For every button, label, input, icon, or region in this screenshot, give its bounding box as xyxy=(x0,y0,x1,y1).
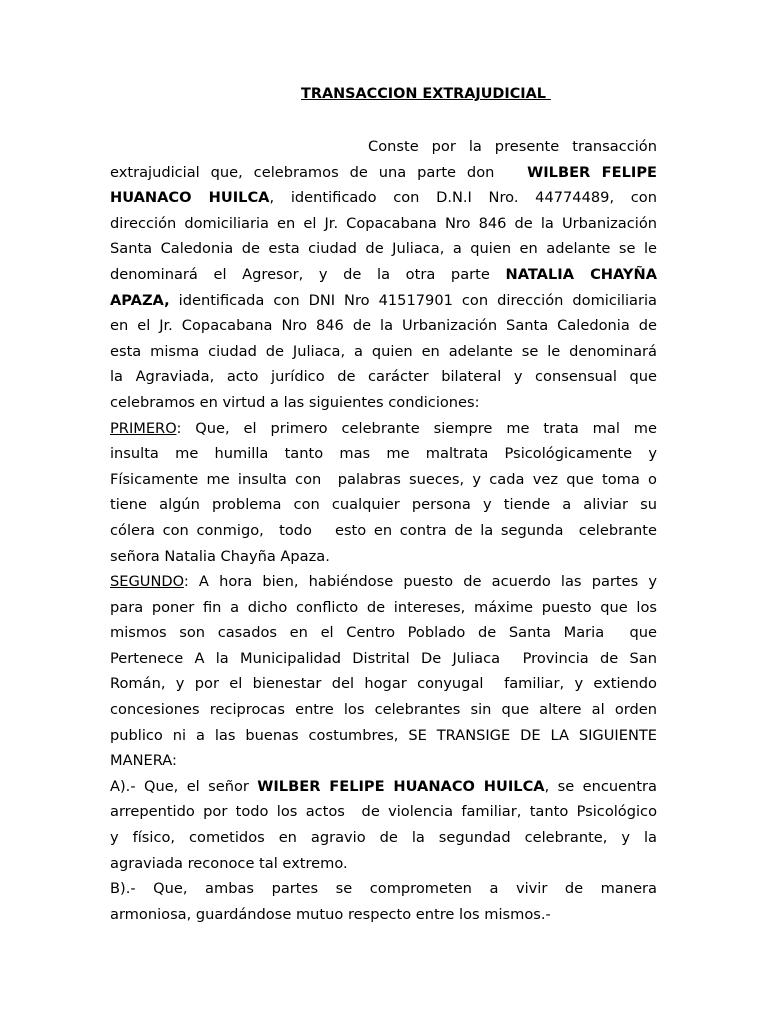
primero-line-2: insulta me humilla tanto mas me maltrata Psicológicamente y xyxy=(110,445,657,463)
party-two-name-part-1: NATALIA CHAYÑA xyxy=(505,265,657,283)
document-title: TRANSACCION EXTRAJUDICIAL xyxy=(301,86,551,102)
party-one-name-part-2: HUANACO HUILCA xyxy=(110,189,270,207)
intro-line-8: en el Jr. Copacabana Nro 846 de la Urbanización Santa Caledonia de xyxy=(110,317,657,335)
clause-a-line-1: A).- Que, el señor WILBER FELIPE HUANACO HUILCA, se encuentra xyxy=(110,777,657,795)
primero-line-5: cólera con conmigo, todo esto en contra de la segunda celebrante xyxy=(110,521,657,539)
primero-line-3: Físicamente me insulta con palabras sueces, y cada vez que toma o xyxy=(110,470,657,488)
intro-line-3: HUANACO HUILCA, identificado con D.N.I Nro. 44774489, con xyxy=(110,189,657,207)
intro-line-2: extrajudicial que, celebramos de una parte don WILBER FELIPE xyxy=(110,163,657,181)
segundo-line-8: MANERA: xyxy=(110,752,177,770)
segundo-line-1: SEGUNDO: A hora bien, habiéndose puesto de acuerdo las partes y xyxy=(110,573,657,591)
segundo-line-2: para poner fin a dicho conflicto de intereses, máxime puesto que los xyxy=(110,598,657,616)
clause-a-line-4: agraviada reconoce tal extremo. xyxy=(110,854,348,872)
clause-b-line-2: armoniosa, guardándose mutuo respecto entre los mismos.- xyxy=(110,905,551,923)
segundo-line-5: Román, y por el bienestar del hogar conyugal familiar, y extiendo xyxy=(110,675,657,693)
document-body xyxy=(110,134,657,927)
party-one-name-part-1: WILBER FELIPE xyxy=(527,163,657,181)
intro-line-4: dirección domiciliaria en el Jr. Copacabana Nro 846 de la Urbanización xyxy=(110,214,657,232)
clause-a-line-3: y físico, cometidos en agravio de la segundad celebrante, y la xyxy=(110,829,657,847)
primero-line-6: señora Natalia Chayña Apaza. xyxy=(110,547,330,565)
segundo-label: SEGUNDO xyxy=(110,573,184,591)
clause-b-line-1: B).- Que, ambas partes se comprometen a vivir de manera xyxy=(110,880,657,898)
intro-line-1: Conste por la presente transacción xyxy=(368,138,657,155)
segundo-line-4: Pertenece A la Municipalidad Distrital De Juliaca Provincia de San xyxy=(110,649,657,667)
primero-label: PRIMERO xyxy=(110,419,177,437)
clause-a-name: WILBER FELIPE HUANACO HUILCA xyxy=(257,777,545,795)
intro-line-6: denominará el Agresor, y de la otra parte NATALIA CHAYÑA xyxy=(110,265,657,283)
segundo-line-3: mismos son casados en el Centro Poblado de Santa Maria que xyxy=(110,624,657,642)
intro-line-10: la Agraviada, acto jurídico de carácter bilateral y consensual que xyxy=(110,368,657,386)
segundo-line-7: publico ni a las buenas costumbres, SE TRANSIGE DE LA SIGUIENTE xyxy=(110,726,657,744)
party-two-name-part-2: APAZA, xyxy=(110,291,170,309)
intro-line-7: APAZA, identificada con DNI Nro 41517901 con dirección domiciliaria xyxy=(110,291,657,309)
intro-line-5: Santa Caledonia de esta ciudad de Juliaca, a quien en adelante se le xyxy=(110,240,657,258)
primero-line-1: PRIMERO: Que, el primero celebrante siempre me trata mal me xyxy=(110,419,657,437)
clause-a-line-2: arrepentido por todo los actos de violencia familiar, tanto Psicológico xyxy=(110,803,657,821)
intro-line-9: esta misma ciudad de Juliaca, a quien en adelante se le denominará xyxy=(110,342,657,360)
primero-line-4: tiene algún problema con cualquier persona y tiende a aliviar su xyxy=(110,496,657,514)
segundo-line-6: concesiones reciprocas entre los celebrantes sin que altere al orden xyxy=(110,701,657,719)
intro-line-11: celebramos en virtud a las siguientes condiciones: xyxy=(110,393,480,411)
